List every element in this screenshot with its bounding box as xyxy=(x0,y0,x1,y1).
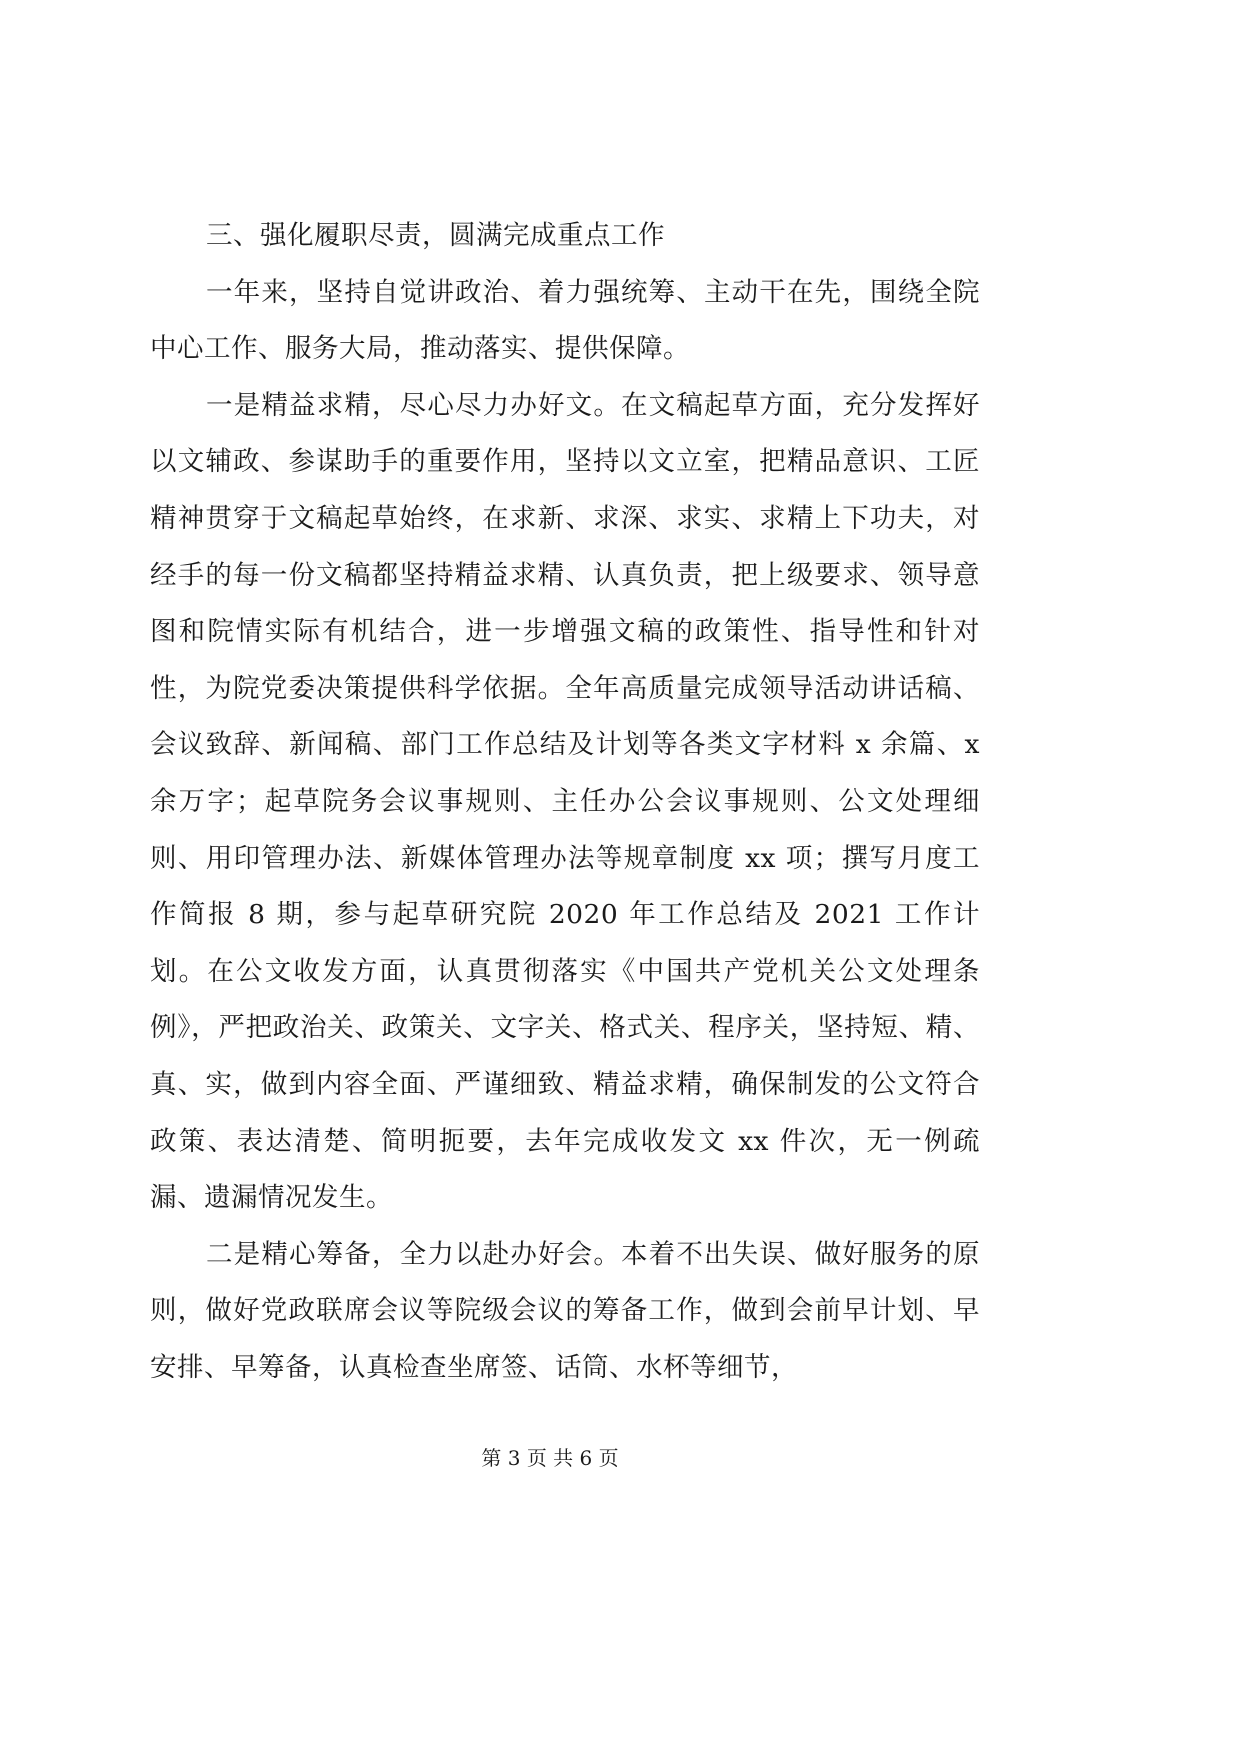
paragraph-documents: 一是精益求精，尽心尽力办好文。在文稿起草方面，充分发挥好以文辅政、参谋助手的重要作用，坚持以文立室，把精品意识、工匠精神贯穿于文稿起草始终，在求新、求深、求实、求精上下功夫，对经手的每一份文稿都坚持精益求精、认真负责，把上级要求、领导意图和院情实际有机结合，进一步增强文稿的政策性、指导性和针对性，为院党委决策提供科学依据。全年高质量完成领导活动讲话稿、会议致辞、新闻稿、部门工作总结及计划等各类文字材料 x 余篇、x 余万字；起草院务会议事规则、主任办公会议事规则、公文处理细则、用印管理办法、新媒体管理办法等规章制度 xx 项；撰写月度工作简报 8 期，参与起草研究院 2020 年工作总结及 2021 工作计划。在公文收发方面，认真贯彻落实《中国共产党机关公文处理条例》，严把政治关、政策关、文字关、格式关、程序关，坚持短、精、真、实，做到内容全面、严谨细致、精益求精，确保制发的公文符合政策、表达清楚、简明扼要，去年完成收发文 xx 件次，无一例疏漏、遗漏情况发生。 xyxy=(150,389,980,1214)
document-body xyxy=(150,208,980,1396)
section-heading: 三、强化履职尽责，圆满完成重点工作 xyxy=(206,220,665,251)
paragraph-intro: 一年来，坚持自觉讲政治、着力强统筹、主动干在先，围绕全院中心工作、服务大局，推动落实、提供保障。 xyxy=(150,276,980,365)
paragraph-meetings: 二是精心筹备，全力以赴办好会。本着不出失误、做好服务的原则，做好党政联席会议等院级会议的筹备工作，做到会前早计划、早安排、早筹备，认真检查坐席签、话筒、水杯等细节， xyxy=(150,1238,980,1383)
page-footer: 第 3 页 共 6 页 xyxy=(481,1446,619,1470)
